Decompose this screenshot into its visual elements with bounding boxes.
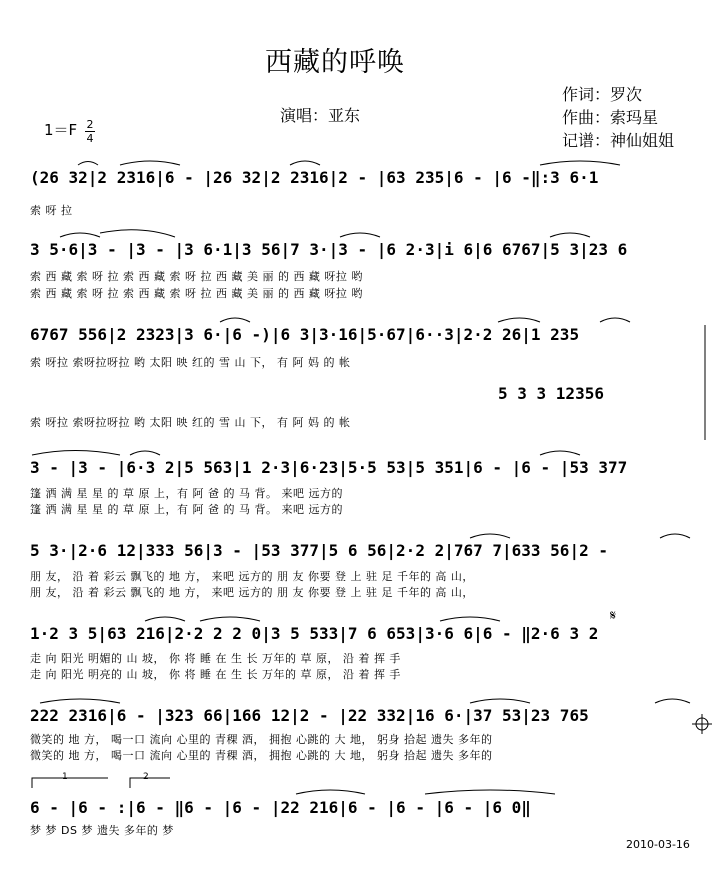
tie-mark [200, 617, 260, 621]
tie-mark [100, 230, 175, 237]
volta-second-label: 2 [143, 772, 149, 782]
lyric-line-6a: 走 向 阳光 明媚的 山 坡， 你 将 睡 在 生 长 万年的 草 原， 沿 着 挥 手 [30, 652, 401, 665]
tie-mark [130, 451, 160, 455]
tie-mark [32, 451, 120, 456]
score-line-2: 3 5·6|3 - |3 - |3 6·1|3 56|7 3·|3 - |6 2·3|i 6|6 6767|5 3|23 6 [30, 240, 628, 259]
score-line-1: (26 32|2 2316|6 - |26 32|2 2316|2 - |63 235|6 - |6 -‖:3 6·1 [30, 168, 599, 187]
tie-mark [120, 161, 180, 165]
transcription-date: 2010-03-16 [626, 838, 690, 851]
lyric-line-8: 梦 梦 DS 梦 遗失 多年的 梦 [30, 824, 174, 837]
lyric-line-4a: 篷 洒 满 星 星 的 草 原 上，有 阿 爸 的 马 背。 来吧 远方的 [30, 487, 343, 500]
tie-mark [290, 161, 320, 165]
lyric-line-3: 索 呀拉 索呀拉呀拉 哟 太阳 映 红的 雪 山 下， 有 阿 妈 的 帐 [30, 356, 351, 369]
segno-icon: 𝄋 [610, 608, 617, 624]
key-label: 1＝F [44, 121, 78, 139]
singer-credit: 演唱：亚东 [280, 106, 361, 125]
score-line-3: 6767 556|2 2323|3 6·|6 -)|6 3|3·16|5·67|6··3|2·2 26|1 235 [30, 325, 580, 344]
tie-mark [655, 699, 690, 703]
lyricist-credit: 作词：罗次 [562, 85, 643, 104]
tie-mark [440, 617, 500, 621]
lyric-line-5b: 朋 友， 沿 着 彩云 飘飞的 地 方， 来吧 远方的 朋 友 你要 登 上 驻 足 千年的 高 山， [30, 586, 474, 599]
score-line-7: 222 2316|6 - |323 66|166 12|2 - |22 332|16 6·|37 53|23 765 [30, 706, 589, 725]
score-line-4: 3 - |3 - |6·3 2|5 563|1 2·3|6·23|5·5 53|5 351|6 - |6 - |53 377 [30, 458, 628, 477]
lyric-line-5a: 朋 友， 沿 着 彩云 飘飞的 地 方， 来吧 远方的 朋 友 你要 登 上 驻 足 千年的 高 山， [30, 570, 474, 583]
lyric-line-7b: 微笑的 地 方， 喝一口 流向 心里的 青稞 酒， 拥抱 心跳的 大 地， 躬身 拾起 遗失 多年的 [30, 749, 493, 762]
transcriber-credit: 记谱：神仙姐姐 [562, 131, 675, 150]
lyric-line-4b: 篷 洒 满 星 星 的 草 原 上，有 阿 爸 的 马 背。 来吧 远方的 [30, 503, 343, 516]
score-line-6: 1·2 3 5|63 216|2·2 2 2 0|3 5 533|7 6 653|3·6 6|6 - ‖2·6 3 2 [30, 624, 599, 643]
song-title: 西藏的呼唤 [265, 47, 405, 78]
tie-mark [40, 699, 120, 703]
lyric-line-6b: 走 向 阳光 明亮的 山 坡， 你 将 睡 在 生 长 万年的 草 原， 沿 着 挥 手 [30, 668, 401, 681]
volta-bracket-1 [32, 778, 108, 788]
lyric-line-7a: 微笑的 地 方， 喝一口 流向 心里的 青稞 酒， 拥抱 心跳的 大 地， 躬身 拾起 遗失 多年的 [30, 733, 493, 746]
tie-mark [296, 790, 365, 794]
tie-mark [498, 318, 540, 322]
lyric-line-1: 索 呀 拉 [30, 204, 73, 217]
lyric-line-2b: 索 西 藏 索 呀 拉 索 西 藏 索 呀 拉 西 藏 美 丽 的 西 藏 呀拉 哟 [30, 287, 363, 300]
time-signature-top: 2 [86, 118, 94, 131]
composer-credit: 作曲：索玛星 [562, 108, 659, 127]
tie-mark [425, 790, 555, 794]
tie-mark [340, 233, 380, 237]
tie-mark [550, 233, 590, 237]
tie-mark [78, 162, 98, 166]
tie-mark [660, 534, 690, 538]
coda-icon [692, 714, 712, 734]
score-line-harmony: 5 3 3 12356 [498, 384, 604, 403]
time-signature-bottom: 4 [86, 132, 94, 145]
volta-first-label: 1 [62, 772, 68, 782]
tie-mark [540, 451, 580, 455]
tie-mark [470, 699, 530, 703]
tie-mark [145, 617, 185, 621]
lyric-line-2a: 索 西 藏 索 呀 拉 索 西 藏 索 呀 拉 西 藏 美 丽 的 西 藏 呀拉 哟 [30, 270, 363, 283]
lyric-line-harmony: 索 呀拉 索呀拉呀拉 哟 太阳 映 红的 雪 山 下， 有 阿 妈 的 帐 [30, 416, 351, 429]
volta-bracket-2 [130, 778, 170, 788]
score-line-5: 5 3·|2·6 12|333 56|3 - |53 377|5 6 56|2·2 2|767 7|633 56|2 - [30, 541, 608, 560]
tie-mark [470, 534, 510, 538]
tie-mark [600, 318, 630, 322]
score-line-8: 6 - |6 - :|6 - ‖6 - |6 - |22 216|6 - |6 - |6 - |6 0‖ [30, 798, 531, 817]
tie-mark [540, 161, 620, 165]
tie-mark [220, 318, 250, 322]
tie-mark [60, 233, 100, 237]
